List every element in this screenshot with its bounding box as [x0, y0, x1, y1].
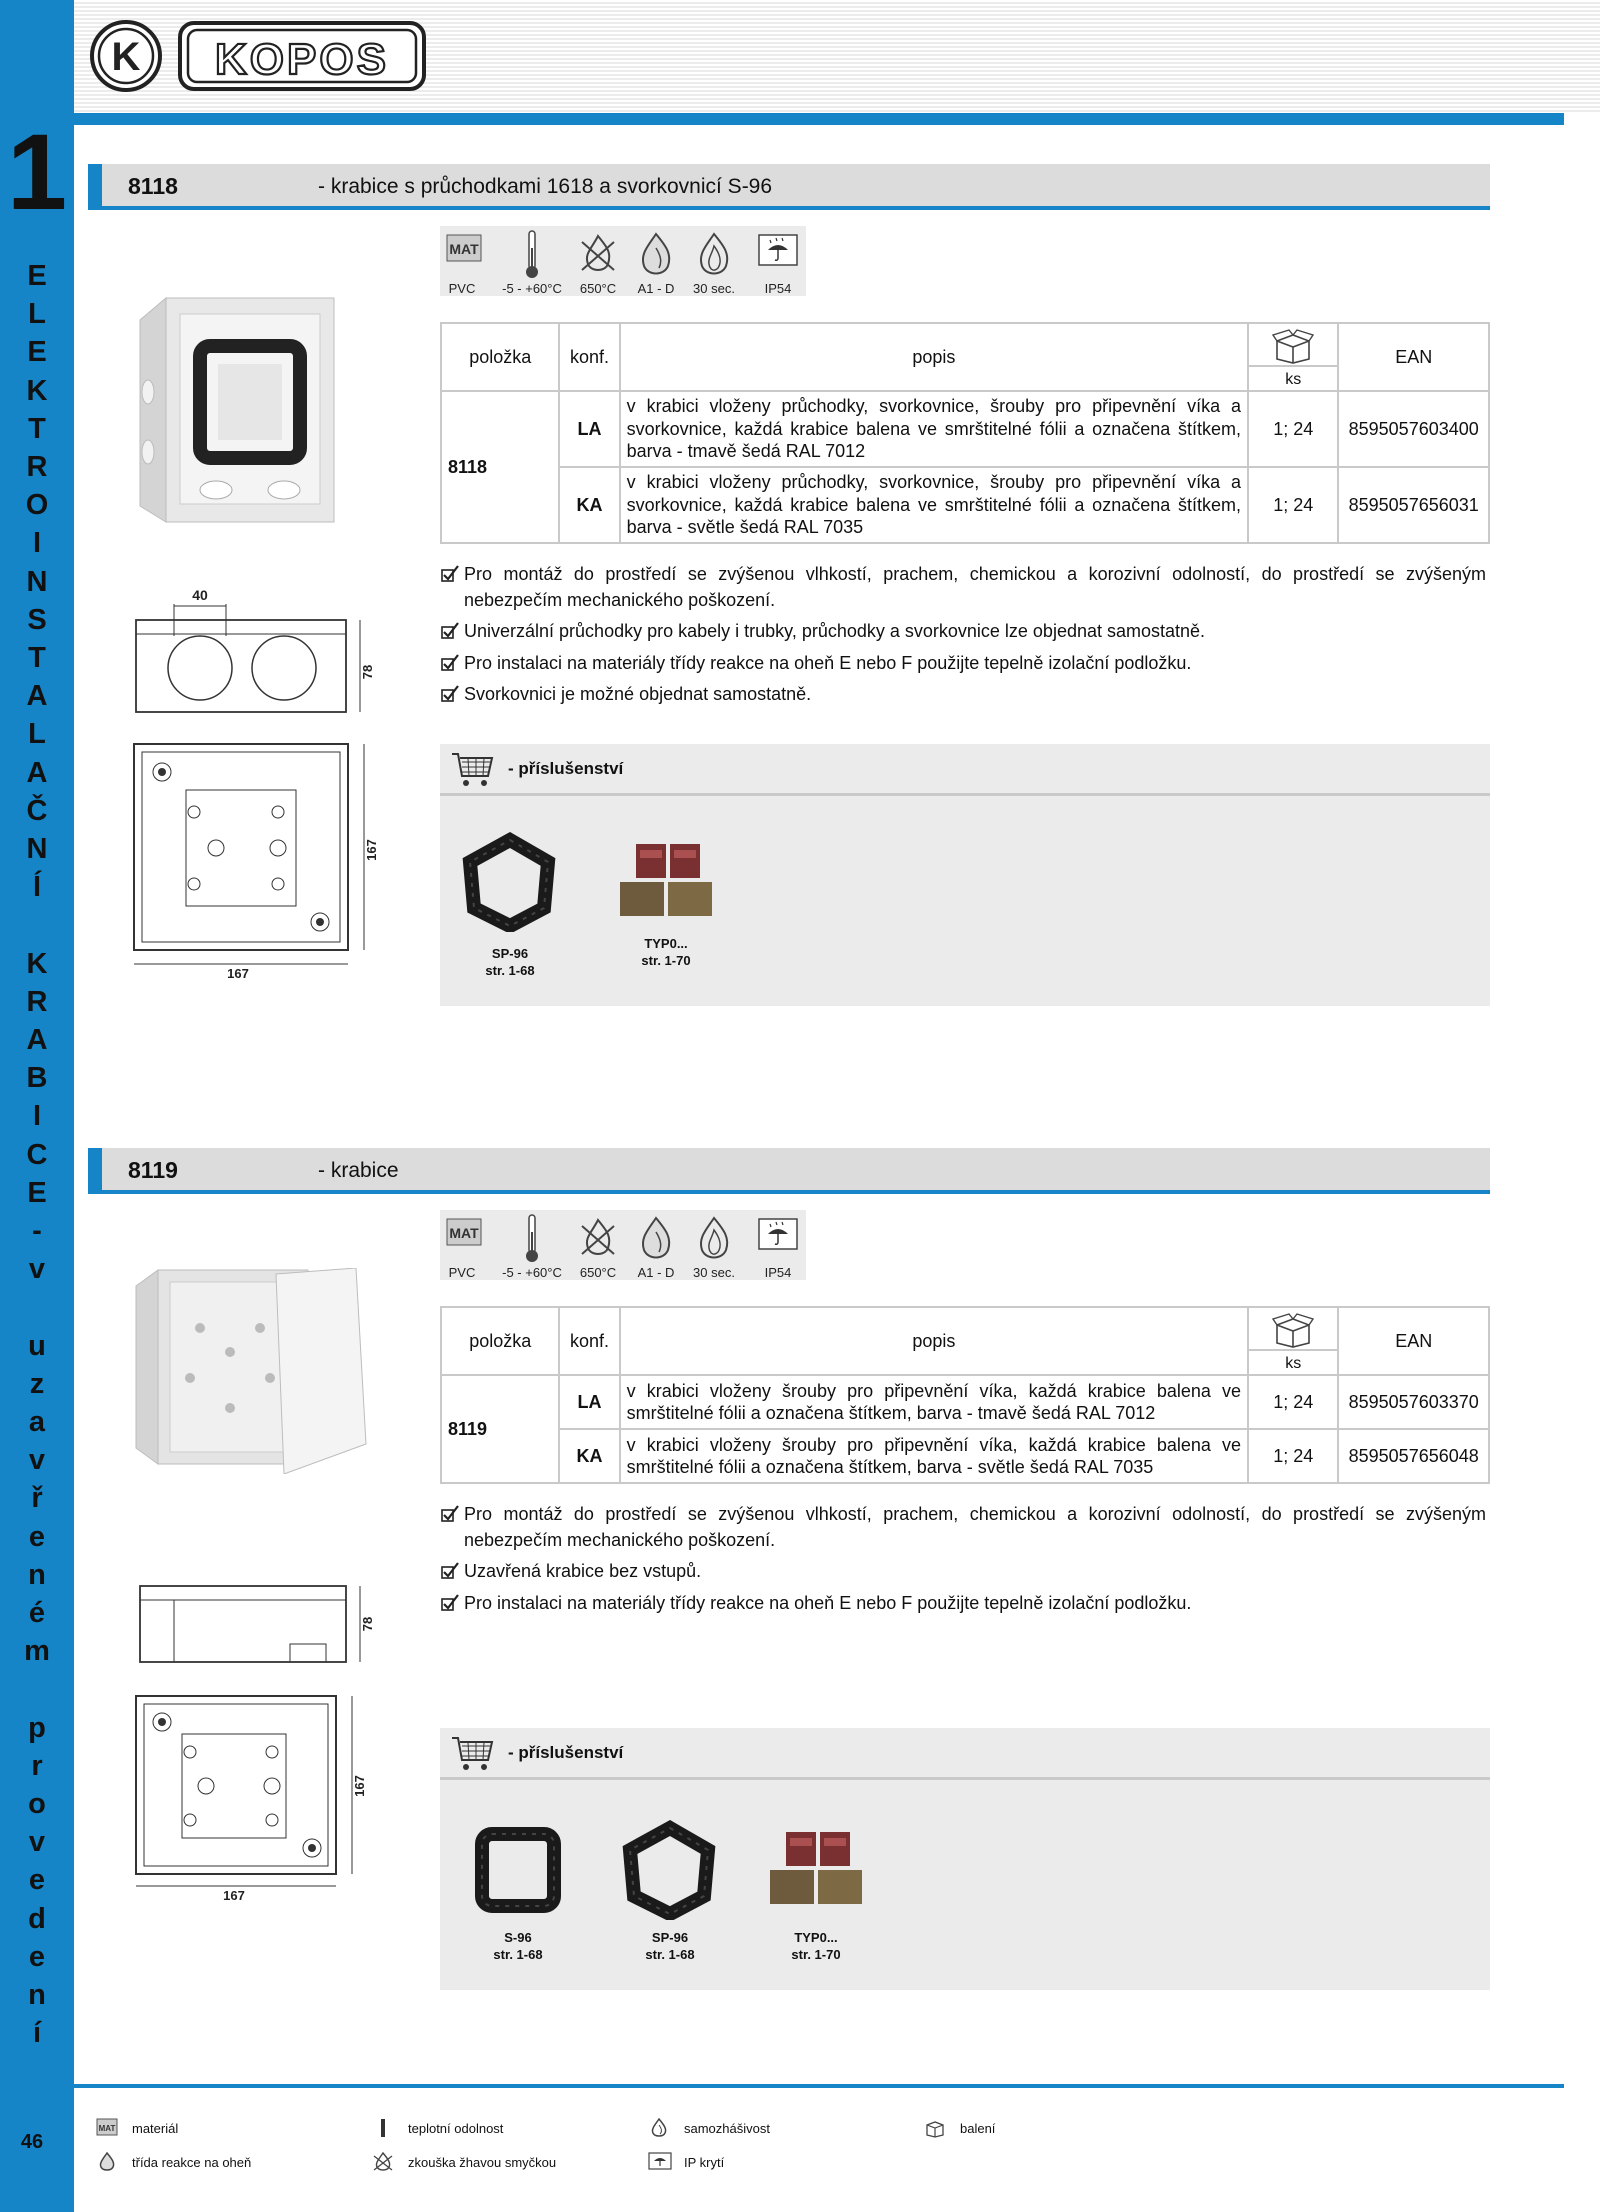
terminal-blocks-image — [766, 1828, 866, 1912]
side-letter: a — [28, 1406, 46, 1438]
section-header-8119 — [88, 1148, 1490, 1194]
row-ean: 8595057603370 — [1338, 1375, 1489, 1429]
side-letter: A — [26, 757, 48, 789]
note-item: Pro montáž do prostředí se zvýšenou vlhkostí, prachem, chemickou a korozivní odolností, do prostředí se zvýšeným nebezpečím mechanického poškození. — [440, 562, 1486, 613]
side-letter: L — [28, 298, 46, 330]
product-photo-8119 — [130, 1268, 370, 1479]
side-letter: v — [28, 1253, 46, 1285]
note-item: Univerzální průchodky pro kabely i trubky, průchodky a svorkovnice lze objednat samostatně. — [440, 619, 1486, 645]
row-description: v krabici vloženy průchodky, svorkovnice, šrouby pro připevnění víka a svorkovnice, každá krabice balena ve smrštitelné fólii a označena štítkem, barva - světle šedá RAL 7035 — [620, 467, 1248, 543]
row-description: v krabici vloženy průchodky, svorkovnice, šrouby pro připevnění víka a svorkovnice, každá krabice balena ve smrštitelné fólii a označena štítkem, barva - tmavě šedá RAL 7012 — [620, 391, 1248, 467]
check-icon — [440, 564, 460, 584]
icon-caption: IP54 — [764, 281, 792, 296]
temperature-icon — [524, 230, 540, 280]
svg-text:167: 167 — [364, 839, 379, 861]
side-letter: K — [26, 375, 48, 407]
side-letter: N — [26, 833, 48, 865]
side-letter: r — [31, 1750, 43, 1782]
check-icon — [440, 684, 460, 704]
cart-icon — [450, 750, 496, 790]
fire-class-icon — [636, 232, 676, 276]
header-ks: ks — [1248, 323, 1338, 391]
page-number: 46 — [20, 2131, 44, 2153]
icon-caption: -5 - +60°C — [502, 281, 562, 296]
conf-code: KA — [559, 1429, 619, 1483]
svg-text:40: 40 — [192, 587, 208, 603]
accessories-title: - příslušenství — [508, 759, 624, 778]
mat-icon — [446, 234, 482, 262]
side-letter: u — [28, 1330, 46, 1362]
row-ean: 8595057656048 — [1338, 1429, 1489, 1483]
note-item: Svorkovnici je možné objednat samostatně. — [440, 682, 1486, 708]
package-icon — [1271, 1313, 1315, 1349]
row-ks: 1; 24 — [1248, 1429, 1338, 1483]
section-title: - krabice — [318, 1159, 399, 1182]
ip-cover-icon — [648, 2152, 672, 2170]
fire-class-icon — [636, 1216, 676, 1260]
check-icon — [440, 621, 460, 641]
row-ks: 1; 24 — [1248, 467, 1338, 543]
self-extinguishing-icon — [694, 232, 734, 276]
icon-caption: A1 - D — [637, 281, 675, 296]
side-letter: T — [28, 642, 46, 674]
notes-8119 — [440, 1502, 1486, 1622]
mat-icon — [96, 2118, 118, 2136]
check-icon — [440, 1504, 460, 1524]
svg-text:MAT: MAT — [98, 2124, 116, 2133]
item-code: 8119 — [441, 1375, 559, 1483]
self-extinguishing-icon — [648, 2118, 670, 2138]
svg-text:MAT: MAT — [449, 1225, 479, 1241]
row-description: v krabici vloženy šrouby pro připevnění víka, každá krabice balena ve smrštitelné fólii a označena štítkem, barva - světle šedá RAL 7035 — [620, 1429, 1248, 1483]
accessory-s96: S-96 str. 1-68 — [468, 1820, 568, 1963]
top-view-drawing-8118 — [128, 738, 388, 987]
svg-text:167: 167 — [352, 1775, 367, 1797]
header-rule — [74, 113, 1564, 125]
side-letter: o — [28, 1788, 46, 1820]
note-item: Pro instalaci na materiály třídy reakce na oheň E nebo F použijte tepelně izolační podložku. — [440, 1591, 1486, 1617]
terminal-ring-image — [468, 1820, 568, 1920]
product-table-8118 — [440, 322, 1490, 544]
check-icon — [440, 653, 460, 673]
kopos-logo — [88, 18, 428, 94]
icon-caption: -5 - +60°C — [502, 1265, 562, 1280]
header-square — [1552, 113, 1564, 125]
header-square — [1530, 113, 1548, 125]
glow-wire-icon — [578, 1216, 618, 1260]
side-letter: L — [28, 718, 46, 750]
terminal-blocks-image — [616, 840, 716, 924]
side-letter: e — [28, 1521, 46, 1553]
property-icons-8119 — [440, 1210, 806, 1280]
side-letter: d — [28, 1903, 46, 1935]
note-item: Pro montáž do prostředí se zvýšenou vlhkostí, prachem, chemickou a korozivní odolností, do prostředí se zvýšeným nebezpečím mechanického poškození. — [440, 1502, 1486, 1553]
footer-rule — [74, 2084, 1564, 2088]
cart-icon — [450, 1734, 496, 1774]
check-icon — [440, 1561, 460, 1581]
header-desc: popis — [620, 323, 1248, 391]
conf-code: LA — [559, 1375, 619, 1429]
product-table-8119 — [440, 1306, 1490, 1484]
temperature-icon — [524, 1214, 540, 1264]
side-letter: N — [26, 566, 48, 598]
glow-wire-icon — [372, 2152, 394, 2172]
top-view-drawing-8119 — [130, 1690, 380, 1911]
accessories-title: - příslušenství — [508, 1743, 624, 1762]
icon-caption: A1 - D — [637, 1265, 675, 1280]
accessory-typ0: TYP0... str. 1-70 — [616, 840, 716, 969]
header-square — [1504, 113, 1526, 125]
side-letter: I — [32, 1100, 42, 1132]
side-letter: S — [27, 604, 47, 636]
accessory-sp96: SP-96 str. 1-68 — [460, 832, 560, 979]
side-letter: T — [28, 413, 46, 445]
side-letter: I — [32, 527, 42, 559]
terminal-ring-image — [460, 832, 560, 932]
side-letter: B — [26, 1062, 48, 1094]
side-letter: R — [26, 451, 48, 483]
header-ean: EAN — [1338, 323, 1489, 391]
temperature-icon — [372, 2118, 394, 2138]
side-letter: E — [27, 336, 47, 368]
row-ks: 1; 24 — [1248, 391, 1338, 467]
side-letter: e — [28, 1864, 46, 1896]
accessory-typ0: TYP0... str. 1-70 — [766, 1828, 866, 1963]
package-icon — [924, 2118, 946, 2138]
side-letter: K — [26, 948, 48, 980]
glow-wire-icon — [578, 232, 618, 276]
fire-class-icon — [96, 2152, 118, 2172]
accessories-panel-8118 — [440, 744, 1490, 1006]
icon-caption: PVC — [448, 281, 476, 296]
side-letter: p — [28, 1712, 46, 1744]
side-letter: Í — [32, 871, 42, 903]
section-title: - krabice s průchodkami 1618 a svorkovnicí S-96 — [318, 175, 773, 198]
side-view-drawing-8118 — [130, 582, 380, 723]
conf-code: LA — [559, 391, 619, 467]
note-item: Pro instalaci na materiály třídy reakce na oheň E nebo F použijte tepelně izolační podložku. — [440, 651, 1486, 677]
header-ean: EAN — [1338, 1307, 1489, 1375]
icon-caption: 650°C — [579, 281, 617, 296]
side-letter: é — [28, 1597, 46, 1629]
header-ks: ks — [1248, 1307, 1338, 1375]
side-letter: E — [27, 260, 47, 292]
side-letter: A — [26, 1024, 48, 1056]
section-code: 8118 — [128, 173, 178, 199]
row-ks: 1; 24 — [1248, 1375, 1338, 1429]
side-letter: O — [25, 489, 49, 521]
check-icon — [440, 1593, 460, 1613]
side-letter: ř — [31, 1482, 43, 1514]
header-conf: konf. — [559, 1307, 619, 1375]
side-letter: E — [27, 1177, 47, 1209]
ip-cover-icon — [758, 1218, 798, 1250]
side-letter: v — [28, 1444, 46, 1476]
svg-text:MAT: MAT — [449, 241, 479, 257]
side-letter: C — [26, 1139, 48, 1171]
header-item: položka — [441, 323, 559, 391]
side-letter: í — [32, 2017, 42, 2049]
terminal-ring-image — [620, 1820, 720, 1920]
icon-caption: 30 sec. — [693, 1265, 735, 1280]
section-code: 8119 — [128, 1157, 178, 1183]
svg-text:167: 167 — [227, 966, 249, 981]
logo-letter: K — [111, 35, 141, 79]
accessories-panel-8119 — [440, 1728, 1490, 1990]
notes-8118 — [440, 562, 1486, 714]
side-letter: A — [26, 680, 48, 712]
item-code: 8118 — [441, 391, 559, 543]
header-item: položka — [441, 1307, 559, 1375]
conf-code: KA — [559, 467, 619, 543]
note-item: Uzavřená krabice bez vstupů. — [440, 1559, 1486, 1585]
accessory-sp96: SP-96 str. 1-68 — [620, 1820, 720, 1963]
row-description: v krabici vloženy šrouby pro připevnění víka, každá krabice balena ve smrštitelné fólii a označena štítkem, barva - tmavě šedá RAL 7012 — [620, 1375, 1248, 1429]
svg-text:78: 78 — [360, 664, 375, 680]
header-conf: konf. — [559, 323, 619, 391]
icon-caption: PVC — [448, 1265, 476, 1280]
header-desc: popis — [620, 1307, 1248, 1375]
side-letter: v — [28, 1826, 46, 1858]
side-letter: Č — [26, 795, 48, 827]
row-ean: 8595057656031 — [1338, 467, 1489, 543]
product-photo-8118 — [136, 292, 336, 533]
side-view-drawing-8119 — [130, 1582, 380, 1673]
package-icon — [1271, 329, 1315, 365]
side-letter: m — [24, 1635, 50, 1667]
svg-text:167: 167 — [223, 1888, 245, 1903]
side-letter: - — [32, 1215, 42, 1247]
row-ean: 8595057603400 — [1338, 391, 1489, 467]
icon-caption: 30 sec. — [693, 281, 735, 296]
ip-cover-icon — [758, 234, 798, 266]
chapter-number: 1 — [6, 111, 68, 232]
side-letter: n — [28, 1559, 46, 1591]
section-header-8118 — [88, 164, 1490, 210]
side-letter: R — [26, 986, 48, 1018]
mat-icon — [446, 1218, 482, 1246]
property-icons-8118 — [440, 226, 806, 296]
icon-caption: IP54 — [764, 1265, 792, 1280]
logo-text: KOPOS — [215, 35, 389, 84]
side-letter: e — [28, 1941, 46, 1973]
svg-text:78: 78 — [360, 1616, 375, 1632]
icon-caption: 650°C — [579, 1265, 617, 1280]
side-letter: n — [28, 1979, 46, 2011]
self-extinguishing-icon — [694, 1216, 734, 1260]
side-letter: z — [29, 1368, 45, 1400]
